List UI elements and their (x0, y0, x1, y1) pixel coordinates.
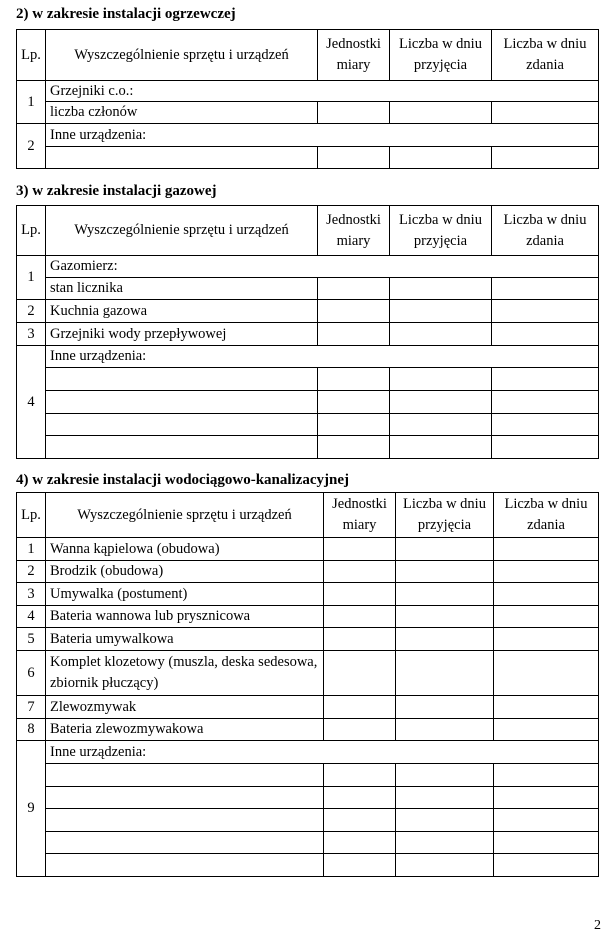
cell-handover[interactable] (494, 719, 599, 741)
table-row (17, 606, 599, 628)
cell-handover[interactable] (494, 764, 599, 787)
table-row (17, 696, 599, 719)
cell-handover[interactable] (494, 651, 599, 696)
table-header-row (17, 206, 599, 256)
cell-intake[interactable] (396, 854, 494, 877)
table-row (17, 102, 599, 124)
row-label: Wanna kąpielowa (obudowa) (46, 538, 324, 561)
cell-unit[interactable] (324, 628, 396, 651)
cell-handover[interactable] (492, 323, 599, 346)
cell-handover[interactable] (492, 368, 599, 391)
cell-handover[interactable] (492, 102, 599, 124)
row-label: Gazomierz: (46, 256, 599, 278)
table-header-row (17, 493, 599, 538)
cell-handover[interactable] (492, 147, 599, 169)
table-row (17, 719, 599, 741)
table-row (17, 300, 599, 323)
cell-unit[interactable] (324, 719, 396, 741)
cell-handover[interactable] (492, 278, 599, 300)
row-label: Brodzik (obudowa) (46, 561, 324, 583)
row-label: stan licznika (46, 278, 318, 300)
cell-intake[interactable] (396, 606, 494, 628)
col-header-lp: Lp. (17, 493, 46, 538)
cell-intake[interactable] (390, 102, 492, 124)
table-row (17, 809, 599, 832)
col-header-handover: Liczba w dniu zdania (492, 206, 599, 256)
col-header-handover: Liczba w dniu zdania (492, 30, 599, 81)
section-title-water: 4) w zakresie instalacji wodociągowo-kanalizacyjnej (16, 472, 350, 488)
row-number: 8 (17, 719, 46, 741)
col-header-intake: Liczba w dniu przyjęcia (390, 206, 492, 256)
cell-intake[interactable] (390, 414, 492, 436)
cell-handover[interactable] (492, 391, 599, 414)
cell-unit[interactable] (324, 854, 396, 877)
table-row (17, 628, 599, 651)
table-row (17, 278, 599, 300)
table-row (17, 741, 599, 764)
table-row (17, 391, 599, 414)
table-row (17, 651, 599, 696)
cell-handover[interactable] (494, 832, 599, 854)
row-number: 6 (17, 651, 46, 696)
cell-unit[interactable] (318, 368, 390, 391)
col-header-unit: Jednostki miary (324, 493, 396, 538)
table-row (17, 832, 599, 854)
cell-intake[interactable] (396, 583, 494, 606)
cell-unit[interactable] (318, 414, 390, 436)
cell-unit[interactable] (324, 832, 396, 854)
cell-handover[interactable] (494, 538, 599, 561)
cell-item[interactable] (46, 414, 318, 436)
table-row (17, 124, 599, 147)
cell-handover[interactable] (492, 300, 599, 323)
row-number: 2 (17, 300, 46, 323)
cell-item[interactable] (46, 436, 318, 459)
cell-handover[interactable] (494, 787, 599, 809)
table-row (17, 256, 599, 278)
row-number: 7 (17, 696, 46, 719)
row-label: Inne urządzenia: (46, 741, 599, 764)
cell-handover[interactable] (494, 628, 599, 651)
col-header-item: Wyszczególnienie sprzętu i urządzeń (46, 206, 318, 256)
heating-table (16, 29, 599, 169)
section-title-gas: 3) w zakresie instalacji gazowej (16, 183, 217, 199)
cell-unit[interactable] (318, 436, 390, 459)
cell-handover[interactable] (492, 414, 599, 436)
row-label: Bateria wannowa lub prysznicowa (46, 606, 324, 628)
row-number: 2 (17, 561, 46, 583)
cell-intake[interactable] (390, 391, 492, 414)
cell-handover[interactable] (494, 809, 599, 832)
cell-intake[interactable] (396, 719, 494, 741)
cell-handover[interactable] (494, 696, 599, 719)
table-row (17, 764, 599, 787)
cell-intake[interactable] (390, 300, 492, 323)
col-header-lp: Lp. (17, 206, 46, 256)
row-label: Bateria zlewozmywakowa (46, 719, 324, 741)
table-row (17, 583, 599, 606)
row-number: 1 (17, 256, 46, 300)
cell-intake[interactable] (390, 323, 492, 346)
row-label: Bateria umywalkowa (46, 628, 324, 651)
cell-unit[interactable] (324, 696, 396, 719)
table-header-row (17, 30, 599, 81)
cell-intake[interactable] (390, 147, 492, 169)
cell-item[interactable] (46, 147, 318, 169)
cell-handover[interactable] (494, 561, 599, 583)
cell-intake[interactable] (390, 278, 492, 300)
table-row (17, 323, 599, 346)
row-number: 9 (17, 741, 46, 877)
gas-table (16, 205, 599, 459)
table-row (17, 436, 599, 459)
row-number: 3 (17, 323, 46, 346)
row-number: 4 (17, 606, 46, 628)
row-number: 3 (17, 583, 46, 606)
water-table (16, 492, 599, 877)
cell-intake[interactable] (396, 764, 494, 787)
cell-unit[interactable] (324, 809, 396, 832)
section-title-heating: 2) w zakresie instalacji ogrzewczej (16, 6, 236, 22)
col-header-lp: Lp. (17, 30, 46, 81)
row-label: Inne urządzenia: (46, 124, 599, 147)
cell-item[interactable] (46, 368, 318, 391)
cell-intake[interactable] (390, 368, 492, 391)
cell-item[interactable] (46, 832, 324, 854)
table-row (17, 787, 599, 809)
cell-unit[interactable] (324, 764, 396, 787)
cell-item[interactable] (46, 809, 324, 832)
cell-unit[interactable] (318, 278, 390, 300)
cell-intake[interactable] (396, 628, 494, 651)
cell-handover[interactable] (494, 606, 599, 628)
cell-item[interactable] (46, 787, 324, 809)
cell-intake[interactable] (396, 832, 494, 854)
cell-handover[interactable] (494, 854, 599, 877)
cell-unit[interactable] (324, 538, 396, 561)
row-label: Zlewozmywak (46, 696, 324, 719)
table-row (17, 368, 599, 391)
cell-unit[interactable] (318, 147, 390, 169)
cell-unit[interactable] (324, 583, 396, 606)
table-row (17, 346, 599, 368)
cell-unit[interactable] (318, 102, 390, 124)
row-number: 5 (17, 628, 46, 651)
cell-unit[interactable] (324, 651, 396, 696)
col-header-item: Wyszczególnienie sprzętu i urządzeń (46, 30, 318, 81)
row-number: 2 (17, 124, 46, 169)
row-label: liczba członów (46, 102, 318, 124)
row-label: Kuchnia gazowa (46, 300, 318, 323)
cell-item[interactable] (46, 391, 318, 414)
cell-intake[interactable] (396, 696, 494, 719)
cell-intake[interactable] (396, 787, 494, 809)
row-number: 1 (17, 538, 46, 561)
col-header-unit: Jednostki miary (318, 30, 390, 81)
row-label: Komplet klozetowy (muszla, deska sedesowa, zbiornik płuczący) (46, 651, 324, 696)
page-number: 2 (594, 918, 601, 933)
table-row (17, 854, 599, 877)
table-row (17, 414, 599, 436)
row-label: Inne urządzenia: (46, 346, 599, 368)
cell-unit[interactable] (318, 300, 390, 323)
cell-intake[interactable] (390, 436, 492, 459)
row-label: Umywalka (postument) (46, 583, 324, 606)
table-row (17, 561, 599, 583)
table-row (17, 81, 599, 102)
row-label: Grzejniki c.o.: (46, 81, 599, 102)
row-number: 4 (17, 346, 46, 459)
col-header-intake: Liczba w dniu przyjęcia (390, 30, 492, 81)
cell-intake[interactable] (396, 561, 494, 583)
col-header-intake: Liczba w dniu przyjęcia (396, 493, 494, 538)
cell-unit[interactable] (318, 391, 390, 414)
cell-intake[interactable] (396, 538, 494, 561)
cell-intake[interactable] (396, 651, 494, 696)
cell-unit[interactable] (318, 323, 390, 346)
row-number: 1 (17, 81, 46, 124)
col-header-item: Wyszczególnienie sprzętu i urządzeń (46, 493, 324, 538)
table-row (17, 538, 599, 561)
cell-item[interactable] (46, 854, 324, 877)
col-header-handover: Liczba w dniu zdania (494, 493, 599, 538)
cell-unit[interactable] (324, 561, 396, 583)
cell-item[interactable] (46, 764, 324, 787)
cell-handover[interactable] (494, 583, 599, 606)
cell-unit[interactable] (324, 787, 396, 809)
row-label: Grzejniki wody przepływowej (46, 323, 318, 346)
cell-handover[interactable] (492, 436, 599, 459)
col-header-unit: Jednostki miary (318, 206, 390, 256)
cell-unit[interactable] (324, 606, 396, 628)
cell-intake[interactable] (396, 809, 494, 832)
table-row (17, 147, 599, 169)
